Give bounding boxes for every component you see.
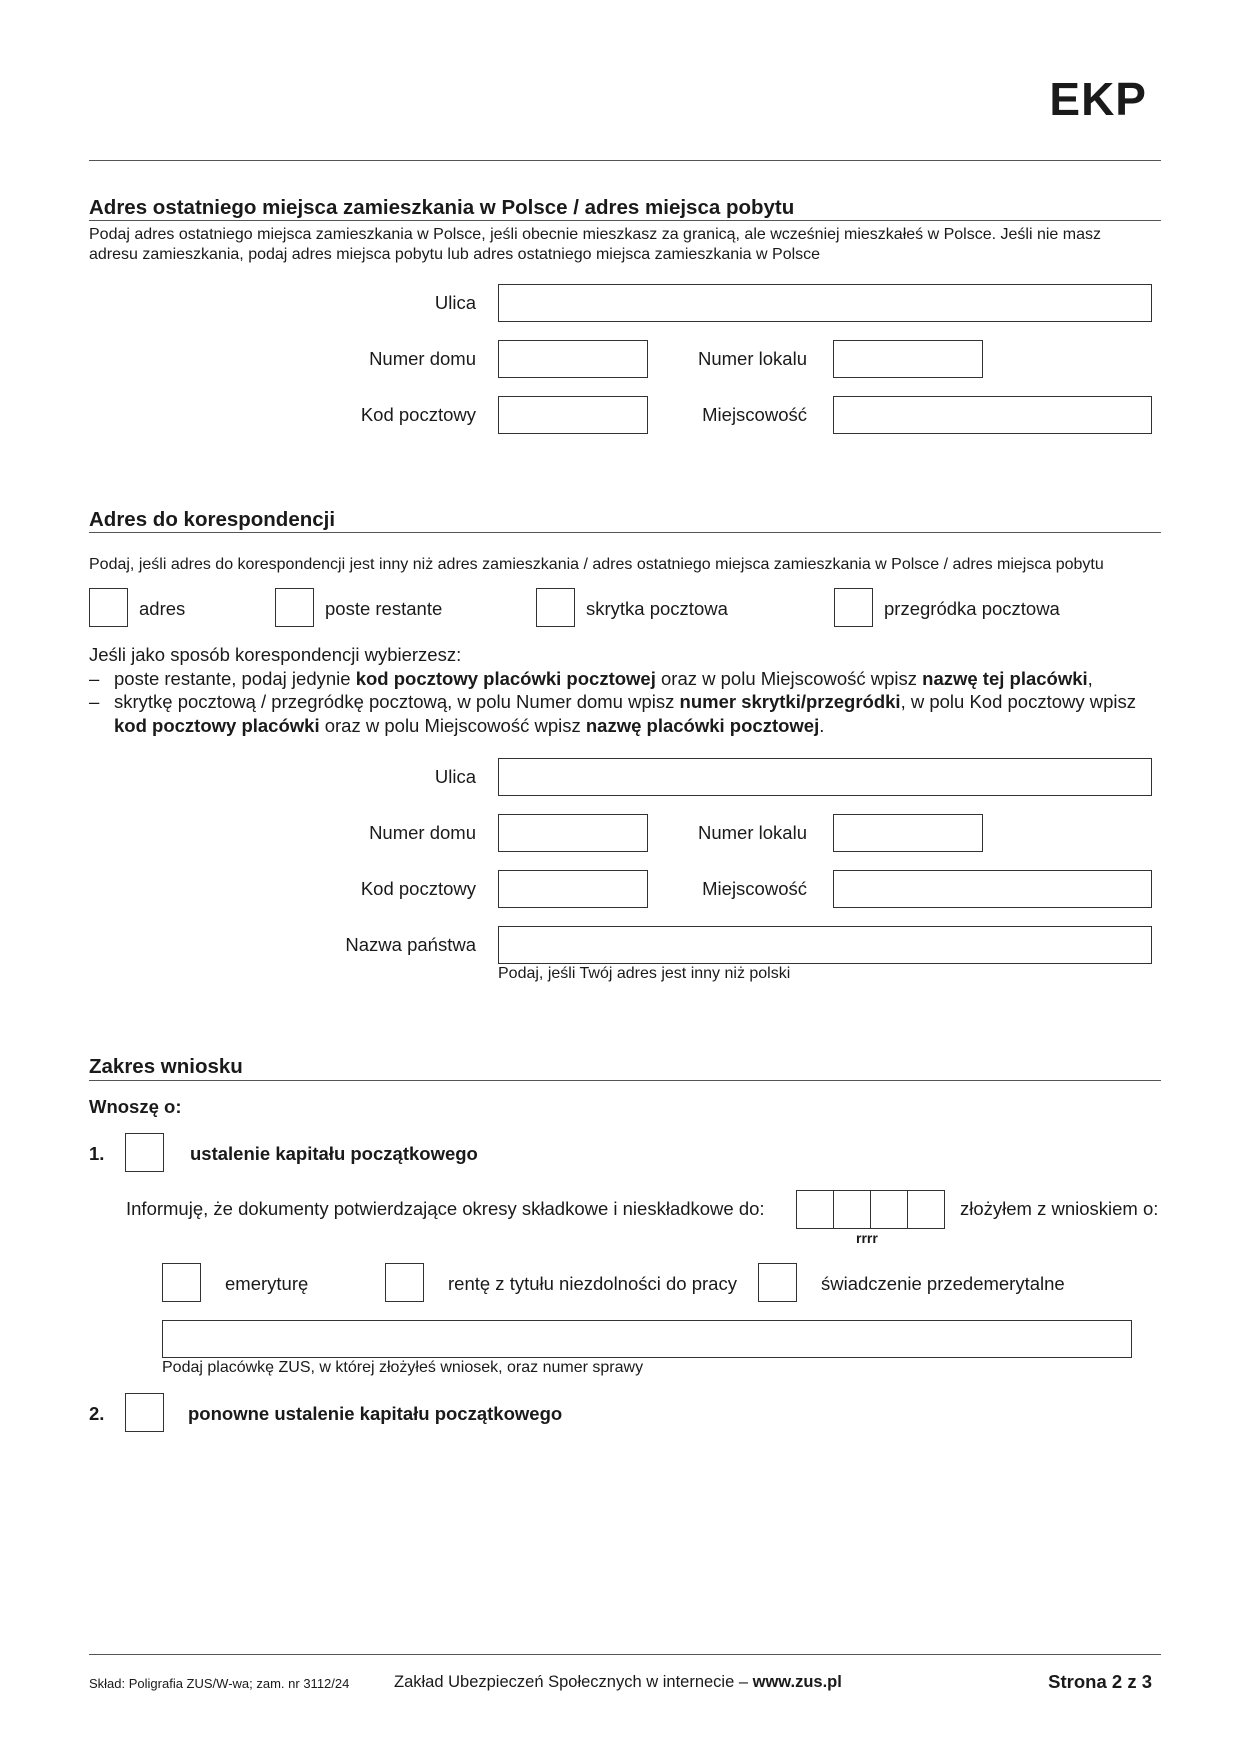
footer-print-info: Skład: Poligrafia ZUS/W-wa; zam. nr 3112/24 (89, 1676, 350, 1691)
label-miejscowosc: Miejscowość (702, 878, 807, 899)
checkbox-skrytka-pocztowa[interactable] (536, 588, 575, 627)
section-divider (89, 532, 1161, 533)
residence-apartment-number-field[interactable] (833, 340, 983, 378)
item1-label: ustalenie kapitału początkowego (190, 1143, 478, 1164)
footer-url[interactable]: www.zus.pl (752, 1673, 842, 1691)
label-numer-lokalu: Numer lokalu (698, 822, 807, 843)
footer-page-number: Strona 2 z 3 (1048, 1671, 1152, 1692)
residence-street-field[interactable] (498, 284, 1152, 322)
label-kod-pocztowy: Kod pocztowy (360, 404, 476, 425)
item2-label: ponowne ustalenie kapitału początkowego (188, 1403, 563, 1424)
footer-divider (89, 1654, 1161, 1655)
country-hint: Podaj, jeśli Twój adres jest inny niż polski (498, 965, 791, 982)
zus-office-hint: Podaj placówkę ZUS, w której złożyłeś wniosek, oraz numer sprawy (162, 1359, 644, 1376)
item1-info-after: złożyłem z wnioskiem o: (960, 1198, 1159, 1219)
residence-postal-code-field[interactable] (498, 396, 648, 434)
checkbox-emerytura-label: emeryturę (225, 1273, 309, 1294)
correspondence-country-field[interactable] (498, 926, 1152, 964)
residence-note: Podaj adres ostatniego miejsca zamieszkania w Polsce, jeśli obecnie mieszkasz za granicą, ale wcześniej mieszkałeś w Polsce. Jeśli nie masz adresu zamieszkania, podaj adres miejsca pobytu lub adres ostatniego miejsca zamieszkania w Polsce (89, 226, 1101, 263)
zus-office-field[interactable] (162, 1320, 1132, 1358)
correspondence-apartment-number-field[interactable] (833, 814, 983, 852)
section-title-scope: Zakres wniosku (89, 1055, 243, 1078)
item1-number: 1. (89, 1143, 105, 1164)
checkbox-adres-label: adres (139, 598, 186, 619)
correspondence-note: Podaj, jeśli adres do korespondencji jest inny niż adres zamieszkania / adres ostatniego miejsca zamieszkania w Polsce / adres miejsca pobytu (89, 556, 1104, 573)
residence-city-field[interactable] (833, 396, 1152, 434)
label-numer-lokalu: Numer lokalu (698, 348, 807, 369)
checkbox-item1-initial-capital[interactable] (125, 1133, 164, 1172)
section-title-residence: Adres ostatniego miejsca zamieszkania w Polsce / adres miejsca pobytu (89, 196, 795, 219)
checkbox-adres[interactable] (89, 588, 128, 627)
checkbox-skrytka-pocztowa-label: skrytka pocztowa (586, 598, 728, 619)
label-ulica: Ulica (434, 766, 476, 787)
checkbox-poste-restante[interactable] (275, 588, 314, 627)
checkbox-item2-recalculate-capital[interactable] (125, 1393, 164, 1432)
item2-number: 2. (89, 1403, 105, 1424)
item1-info-before: Informuję, że dokumenty potwierdzające okresy składkowe i nieskładkowe do: (126, 1198, 765, 1219)
correspondence-city-field[interactable] (833, 870, 1152, 908)
checkbox-swiadczenie[interactable] (758, 1263, 797, 1302)
checkbox-swiadczenie-label: świadczenie przedemerytalne (821, 1273, 1065, 1294)
footer-internet: Zakład Ubezpieczeń Społecznych w internecie – www.zus.pl (394, 1673, 842, 1691)
checkbox-emerytura[interactable] (162, 1263, 201, 1302)
checkbox-przegrodka-pocztowa[interactable] (834, 588, 873, 627)
correspondence-postal-code-field[interactable] (498, 870, 648, 908)
year-field[interactable] (796, 1190, 946, 1229)
correspondence-street-field[interactable] (498, 758, 1152, 796)
label-ulica: Ulica (434, 292, 476, 313)
checkbox-przegrodka-pocztowa-label: przegródka pocztowa (884, 598, 1060, 619)
label-numer-domu: Numer domu (369, 348, 476, 369)
correspondence-instructions: Jeśli jako sposób korespondencji wybierzesz: – poste restante, podaj jedynie kod pocztowy placówki pocztowej oraz w polu Miejscowość wpisz nazwę tej placówki, – skrytkę pocztową / przegródkę pocztową, w polu Numer domu wpisz numer skrytki/przegródki, w polu Kod pocztowy wpisz kod pocztowy placówki oraz w polu Miejscowość wpisz nazwę placówki pocztowej. (89, 644, 1137, 736)
checkbox-renta-label: rentę z tytułu niezdolności do pracy (448, 1273, 737, 1294)
label-miejscowosc: Miejscowość (702, 404, 807, 425)
form-code: EKP (1049, 73, 1147, 125)
year-caption: rrrr (856, 1230, 878, 1246)
section-divider (89, 1080, 1161, 1081)
section-title-correspondence: Adres do korespondencji (89, 508, 336, 531)
request-label: Wnoszę o: (89, 1096, 182, 1117)
label-nazwa-panstwa: Nazwa państwa (345, 934, 476, 955)
header-divider (89, 160, 1161, 161)
checkbox-poste-restante-label: poste restante (325, 598, 443, 619)
checkbox-renta[interactable] (385, 1263, 424, 1302)
correspondence-house-number-field[interactable] (498, 814, 648, 852)
label-numer-domu: Numer domu (369, 822, 476, 843)
residence-house-number-field[interactable] (498, 340, 648, 378)
section-divider (89, 220, 1161, 221)
label-kod-pocztowy: Kod pocztowy (360, 878, 476, 899)
